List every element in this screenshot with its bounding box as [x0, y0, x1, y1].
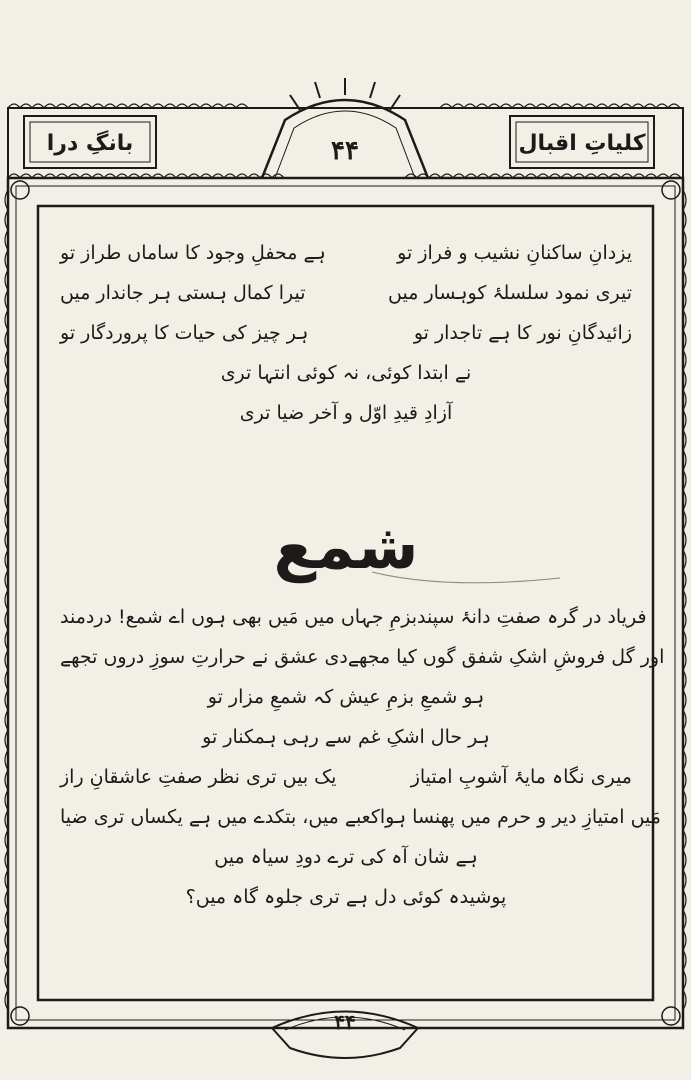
poem-title: شمع	[273, 510, 419, 583]
verse-line: ہے محفلِ وجود کا ساماں طراز تو	[60, 242, 326, 264]
verse-line: ہر چیز کی حیات کا پروردگار تو	[60, 322, 309, 344]
verse-line: آزادِ قیدِ اوّل و آخر ضیا تری	[239, 402, 453, 424]
couplet	[60, 646, 665, 686]
verse-line: زائیدگانِ نور کا ہے تاجدار تو	[413, 322, 632, 344]
verse-line: پوشیدہ کوئی دل ہے تری جلوہ گاہ میں؟	[185, 886, 507, 908]
verse-line: میری نگاہ مایۂ آشوبِ امتیاز	[410, 766, 632, 788]
page-number-top: ۴۴	[331, 136, 359, 166]
verse-line: دی عشق نے حرارتِ سوزِ دروں تجھے	[60, 646, 348, 668]
verse-line: تیری نمود سلسلۂ کوہسار میں	[388, 282, 632, 304]
poem-content	[60, 228, 665, 998]
verse-line: اور گل فروشِ اشکِ شفق گوں کیا مجھے	[347, 646, 665, 668]
verse-line: مَیں امتیازِ دیر و حرم میں پھنسا ہوا	[379, 806, 661, 828]
couplet	[60, 322, 632, 362]
couplet	[60, 806, 661, 846]
verse-line: ہو شمعِ بزمِ عیش کہ شمعِ مزار تو	[207, 686, 485, 708]
verse-line: یزدانِ ساکنانِ نشیب و فراز تو	[397, 242, 632, 264]
verse-line: ہر حال اشکِ غم سے رہی ہمکنار تو	[202, 726, 490, 748]
verse-line: نے ابتدا کوئی، نہ کوئی انتہا تری	[220, 362, 472, 384]
couplet	[60, 242, 632, 282]
verse-line: یک بیں تری نظر صفتِ عاشقانِ راز	[60, 766, 337, 788]
verse-line: فریاد در گرہ صفتِ دانۂ سپند	[417, 606, 647, 628]
couplet	[60, 766, 632, 806]
verse-line: تیرا کمال ہستی ہر جاندار میں	[60, 282, 306, 304]
page-number-bottom: ۴۴	[334, 1010, 356, 1034]
verse-line: بزمِ جہاں میں مَیں بھی ہوں اے شمع! دردمند	[60, 606, 418, 628]
verse-line: کعبے میں، بتکدے میں ہے یکساں تری ضیا	[60, 806, 380, 828]
couplet	[60, 282, 632, 322]
collection-title-label: بانگِ درا	[46, 130, 134, 156]
book-title-label: کلیاتِ اقبال	[518, 130, 646, 156]
verse-line: ہے شان آہ کی ترے دودِ سیاہ میں	[214, 846, 478, 868]
couplet	[60, 606, 647, 646]
